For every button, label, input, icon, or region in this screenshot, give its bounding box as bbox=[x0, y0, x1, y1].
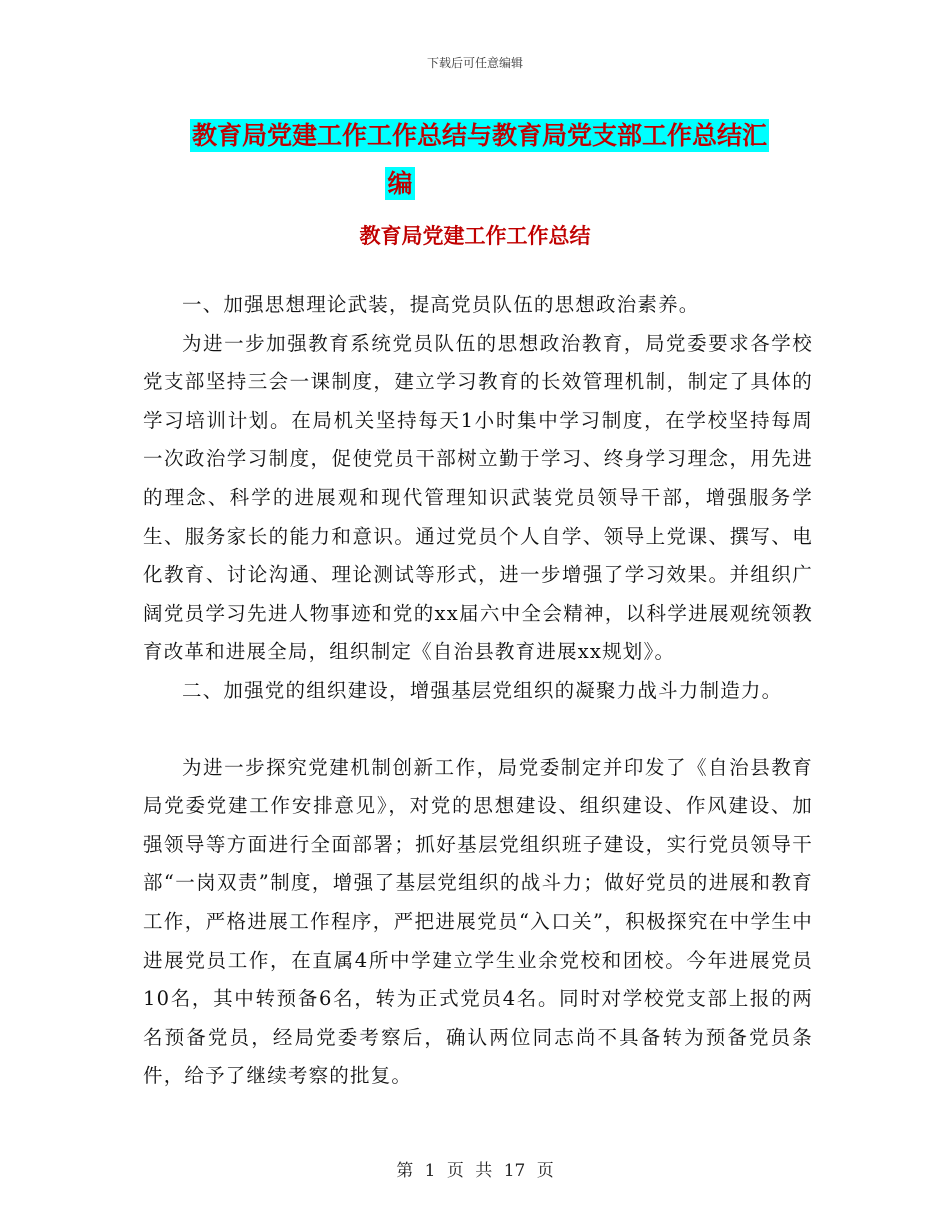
document-title bbox=[190, 112, 810, 208]
heading-paragraph-2: 二、加强党的组织建设，增强基层党组织的凝聚力战斗力制造力。 bbox=[182, 678, 783, 702]
document-body bbox=[143, 286, 813, 1096]
title-highlight: 教育局党建工作工作总结与教育局党支部工作总结汇 bbox=[192, 121, 768, 150]
title-highlight-2: 编 bbox=[387, 169, 413, 198]
heading-paragraph-1: 一、加强思想理论武装，提高党员队伍的思想政治素养。 bbox=[182, 293, 700, 316]
document-title-line2 bbox=[0, 160, 810, 208]
document-title-line1 bbox=[190, 112, 810, 160]
body-paragraph-2: 为进一步探究党建机制创新工作，局党委制定并印发了《自治县教育局党委党建工作安排意见》，对党的思想建设、组织建设、作风建设、加强领导等方面进行全面部署；抓好基层党组织班子建设，实行党员领导干部“一岗双责”制度，增强了基层党组织的战斗力；做好党员的进展和教育工作，严格进展工作程序，严把进展党员“入口关”，积极探究在中学生中进展党员工作，在直属4所中学建立学生业余党校和团校。今年进展党员10名，其中转预备6名，转为正式党员4名。同时对学校党支部上报的两名预备党员，经局党委考察后，确认两位同志尚不具备转为预备党员条件，给予了继续考察的批复。 bbox=[143, 755, 813, 1088]
page-header-note: 下载后可任意编辑 bbox=[426, 56, 523, 70]
section-title: 教育局党建工作工作总结 bbox=[359, 224, 591, 248]
page-number-footer: 第 1 页 共 17 页 bbox=[396, 1161, 554, 1181]
body-paragraph-1: 为进一步加强教育系统党员队伍的思想政治教育，局党委要求各学校党支部坚持三会一课制度，建立学习教育的长效管理机制，制定了具体的学习培训计划。在局机关坚持每天1小时集中学习制度，在学校坚持每周一次政治学习制度，促使党员干部树立勤于学习、终身学习理念，用先进的理念、科学的进展观和现代管理知识武装党员领导干部，增强服务学生、服务家长的能力和意识。通过党员个人自学、领导上党课、撰写、电化教育、讨论沟通、理论测试等形式，进一步增强了学习效果。并组织广阔党员学习先进人物事迹和党的xx届六中全会精神，以科学进展观统领教育改革和进展全局，组织制定《自治县教育进展xx规划》。 bbox=[143, 331, 813, 664]
